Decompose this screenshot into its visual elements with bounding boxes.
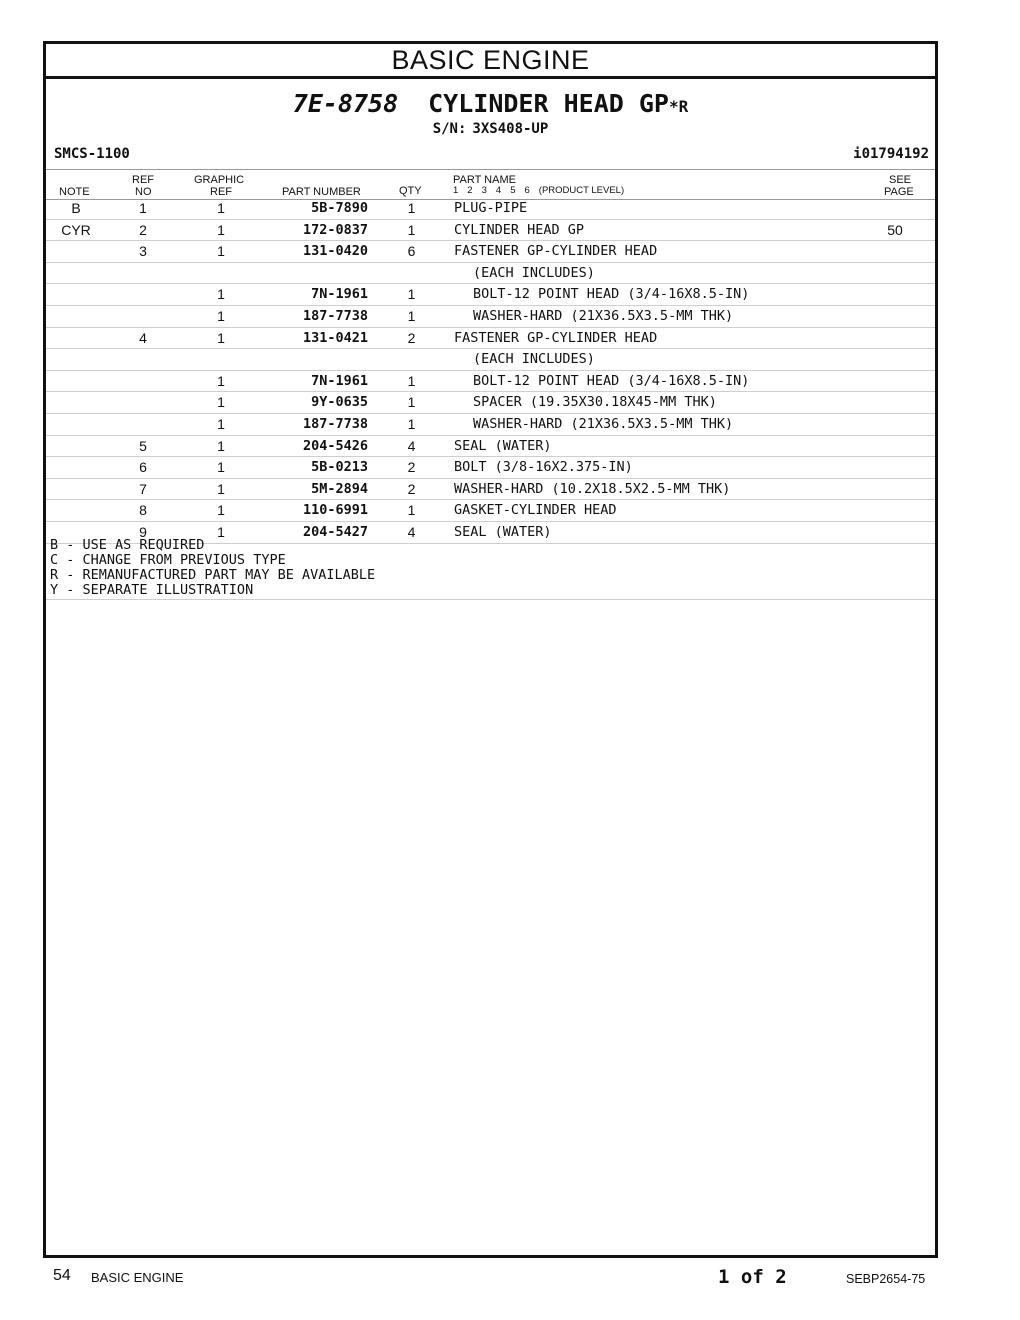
note-line: B - USE AS REQUIRED (50, 537, 205, 553)
table-row (46, 284, 935, 306)
part-name-cell: GASKET-CYLINDER HEAD (454, 502, 617, 519)
part-name-cell: (EACH INCLUDES) (473, 264, 595, 281)
graphic-ref-cell: 1 (217, 394, 225, 411)
part-number-cell: 172-0837 (302, 221, 368, 238)
qty-cell: 2 (407, 459, 416, 476)
graphic-ref-cell: 1 (217, 286, 225, 303)
header-graphic-top: GRAPHIC (194, 174, 245, 186)
part-number-cell: 204-5426 (302, 437, 368, 454)
level-1: 1 (453, 185, 459, 196)
ref-cell: 2 (139, 221, 147, 238)
part-number-cell: 110-6991 (302, 502, 368, 519)
level-2: 2 (467, 185, 473, 196)
table-row (46, 436, 935, 458)
part-number-cell: 5B-7890 (311, 200, 368, 216)
serial-label: S/N: (432, 121, 467, 137)
table-row (46, 371, 935, 393)
group-part-marks: *R (668, 97, 689, 116)
note-line: Y - SEPARATE ILLUSTRATION (50, 582, 254, 598)
part-title (46, 89, 935, 118)
table-row (46, 414, 935, 436)
qty-cell: 1 (407, 307, 416, 324)
qty-cell: 1 (407, 502, 416, 519)
graphic-ref-cell: 1 (217, 415, 225, 432)
footer-sheet: 1 of 2 (718, 1266, 787, 1288)
graphic-ref-cell: 1 (217, 329, 225, 346)
part-number-cell: 5B-0213 (311, 459, 368, 476)
part-number-cell: 187-7738 (302, 415, 368, 432)
level-3: 3 (481, 185, 487, 196)
part-number-cell: 131-0420 (302, 243, 368, 260)
part-name-cell: FASTENER GP-CYLINDER HEAD (454, 329, 658, 346)
parts-table-body (46, 198, 935, 544)
group-part-name: CYLINDER HEAD GP (428, 89, 669, 118)
table-row (46, 457, 935, 479)
part-name-cell: BOLT-12 POINT HEAD (3/4-16X8.5-IN) (473, 286, 750, 303)
note-cell: B (71, 200, 81, 216)
qty-cell: 1 (407, 372, 416, 389)
part-name-cell: FASTENER GP-CYLINDER HEAD (454, 243, 658, 260)
footer-page-number: 54 (53, 1267, 71, 1284)
part-name-cell: SEAL (WATER) (454, 437, 552, 454)
part-name-cell: PLUG-PIPE (454, 200, 528, 216)
serial-number (46, 121, 935, 137)
note-line: C - CHANGE FROM PREVIOUS TYPE (50, 552, 286, 568)
notes-legend (46, 538, 935, 600)
graphic-ref-cell: 1 (217, 372, 225, 389)
part-name-cell: SEAL (WATER) (454, 523, 552, 540)
header-see-bottom: PAGE (884, 186, 914, 198)
header-graphic-bottom: REF (210, 186, 232, 198)
illustration-id: i01794192 (853, 146, 929, 162)
level-caption: (PRODUCT LEVEL) (538, 185, 625, 196)
header-part-number: PART NUMBER (282, 186, 361, 198)
graphic-ref-cell: 1 (217, 200, 225, 216)
table-row (46, 263, 935, 285)
qty-cell: 1 (407, 286, 416, 303)
part-number-cell: 7N-1961 (311, 286, 368, 303)
level-5: 5 (510, 185, 516, 196)
ref-cell: 6 (139, 459, 147, 476)
table-header (46, 169, 935, 200)
title-block (46, 79, 935, 151)
graphic-ref-cell: 1 (217, 437, 225, 454)
part-name-cell: BOLT (3/8-16X2.375-IN) (454, 459, 633, 476)
part-name-cell: CYLINDER HEAD GP (454, 221, 585, 238)
part-number-cell: 9Y-0635 (311, 394, 368, 411)
graphic-ref-cell: 1 (217, 480, 225, 497)
header-ref-bottom: NO (135, 186, 152, 198)
header-product-levels (453, 185, 633, 197)
note-cell: CYR (61, 221, 91, 238)
part-name-cell: WASHER-HARD (21X36.5X3.5-MM THK) (473, 307, 734, 324)
qty-cell: 1 (407, 394, 416, 411)
table-row (46, 479, 935, 501)
graphic-ref-cell: 1 (217, 459, 225, 476)
qty-cell: 1 (407, 415, 416, 432)
serial-value: 3XS408-UP (472, 121, 549, 137)
table-row (46, 500, 935, 522)
page-frame (43, 41, 938, 1258)
part-number-cell: 7N-1961 (311, 372, 368, 389)
table-row (46, 349, 935, 371)
part-number-cell: 204-5427 (302, 523, 368, 540)
table-row (46, 328, 935, 350)
table-row (46, 241, 935, 263)
qty-cell: 1 (407, 221, 416, 238)
header-qty: QTY (399, 185, 422, 197)
header-part-name: PART NAME (453, 174, 516, 186)
part-number-cell: 131-0421 (302, 329, 368, 346)
qty-cell: 2 (407, 480, 416, 497)
note-line: R - REMANUFACTURED PART MAY BE AVAILABLE (50, 567, 376, 583)
ref-cell: 3 (139, 243, 147, 260)
level-6: 6 (524, 185, 530, 196)
part-number-cell: 187-7738 (302, 307, 368, 324)
part-name-cell: WASHER-HARD (10.2X18.5X2.5-MM THK) (454, 480, 731, 497)
table-row (46, 220, 935, 242)
part-number-cell: 5M-2894 (311, 480, 368, 497)
qty-cell: 4 (407, 523, 416, 540)
part-name-cell: SPACER (19.35X30.18X45-MM THK) (473, 394, 717, 411)
qty-cell: 2 (407, 329, 416, 346)
table-row (46, 306, 935, 328)
header-ref-top: REF (132, 174, 154, 186)
level-4: 4 (495, 185, 502, 196)
graphic-ref-cell: 1 (217, 307, 225, 324)
footer-doc-id: SEBP2654-75 (846, 1272, 926, 1286)
header-note: NOTE (59, 186, 90, 198)
qty-cell: 4 (407, 437, 416, 454)
header-see-top: SEE (889, 174, 912, 186)
ref-cell: 5 (139, 437, 147, 454)
part-name-cell: BOLT-12 POINT HEAD (3/4-16X8.5-IN) (473, 372, 750, 389)
graphic-ref-cell: 1 (217, 243, 225, 260)
ref-cell: 9 (139, 523, 147, 540)
qty-cell: 6 (407, 243, 416, 260)
ref-cell: 8 (139, 502, 147, 519)
part-name-cell: WASHER-HARD (21X36.5X3.5-MM THK) (473, 415, 734, 432)
table-row (46, 392, 935, 414)
section-title: BASIC ENGINE (46, 44, 935, 79)
qty-cell: 1 (407, 200, 416, 216)
ref-cell: 7 (139, 480, 147, 497)
group-part-number: 7E-8758 (292, 89, 399, 118)
part-name-cell: (EACH INCLUDES) (473, 351, 595, 368)
ref-cell: 4 (139, 329, 147, 346)
graphic-ref-cell: 1 (217, 523, 225, 540)
ref-cell: 1 (139, 200, 147, 216)
see-page-cell: 50 (887, 221, 903, 238)
graphic-ref-cell: 1 (217, 221, 225, 238)
footer-section: BASIC ENGINE (91, 1270, 184, 1285)
page-footer (0, 1262, 1020, 1292)
table-row (46, 198, 935, 220)
graphic-ref-cell: 1 (217, 502, 225, 519)
smcs-code: SMCS-1100 (54, 146, 130, 162)
